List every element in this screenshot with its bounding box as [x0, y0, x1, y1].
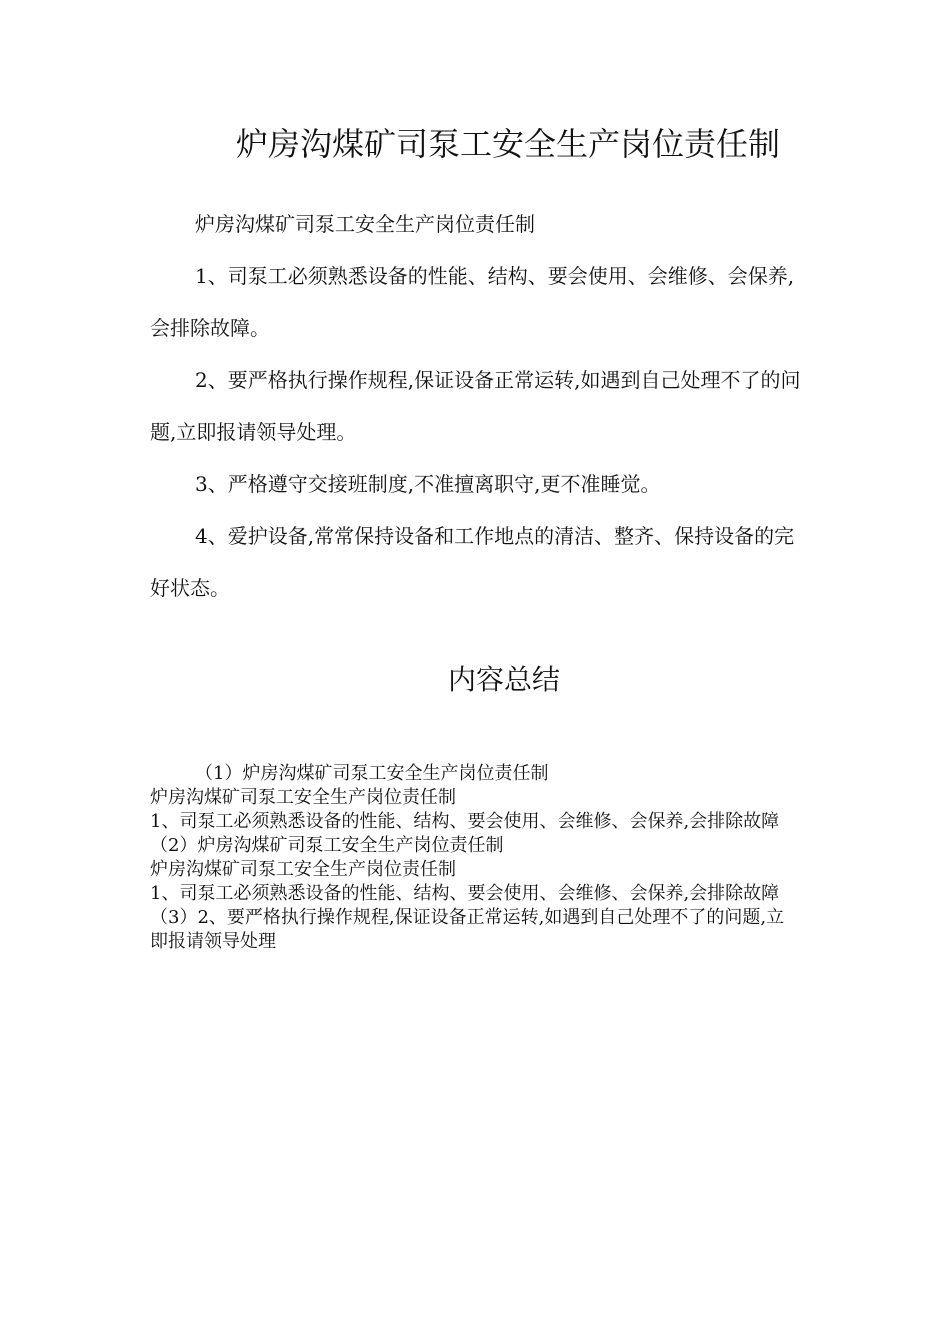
summary-line-2: 炉房沟煤矿司泵工安全生产岗位责任制	[150, 787, 456, 808]
body-paragraph-3: 3、严格遵守交接班制度,不准擅离职守,更不准睡觉。	[195, 472, 661, 496]
body-paragraph-1: 1、司泵工必须熟悉设备的性能、结构、要会使用、会维修、会保养,会排除故障。	[150, 264, 795, 340]
summary-line-4: （2）炉房沟煤矿司泵工安全生产岗位责任制	[150, 835, 504, 856]
summary-line-1: （1）炉房沟煤矿司泵工安全生产岗位责任制	[195, 763, 549, 784]
summary-line-3: 1、司泵工必须熟悉设备的性能、结构、要会使用、会维修、会保养,会排除故障	[150, 811, 780, 832]
body-paragraph-heading: 炉房沟煤矿司泵工安全生产岗位责任制	[195, 212, 535, 236]
body-paragraph-4: 4、爱护设备,常常保持设备和工作地点的清洁、整齐、保持设备的完好状态。	[150, 524, 795, 600]
summary-line-6: 1、司泵工必须熟悉设备的性能、结构、要会使用、会维修、会保养,会排除故障	[150, 883, 780, 904]
document-body	[150, 198, 802, 614]
summary-line-7: （3）2、要严格执行操作规程,保证设备正常运转,如遇到自己处理不了的问题,立即报请领导处理	[150, 907, 785, 952]
document-title: 炉房沟煤矿司泵工安全生产岗位责任制	[235, 125, 780, 163]
summary-title: 内容总结	[447, 663, 560, 696]
summary-section	[150, 762, 800, 954]
summary-line-5: 炉房沟煤矿司泵工安全生产岗位责任制	[150, 859, 456, 880]
body-paragraph-2: 2、要严格执行操作规程,保证设备正常运转,如遇到自己处理不了的问题,立即报请领导处理。	[150, 368, 801, 444]
